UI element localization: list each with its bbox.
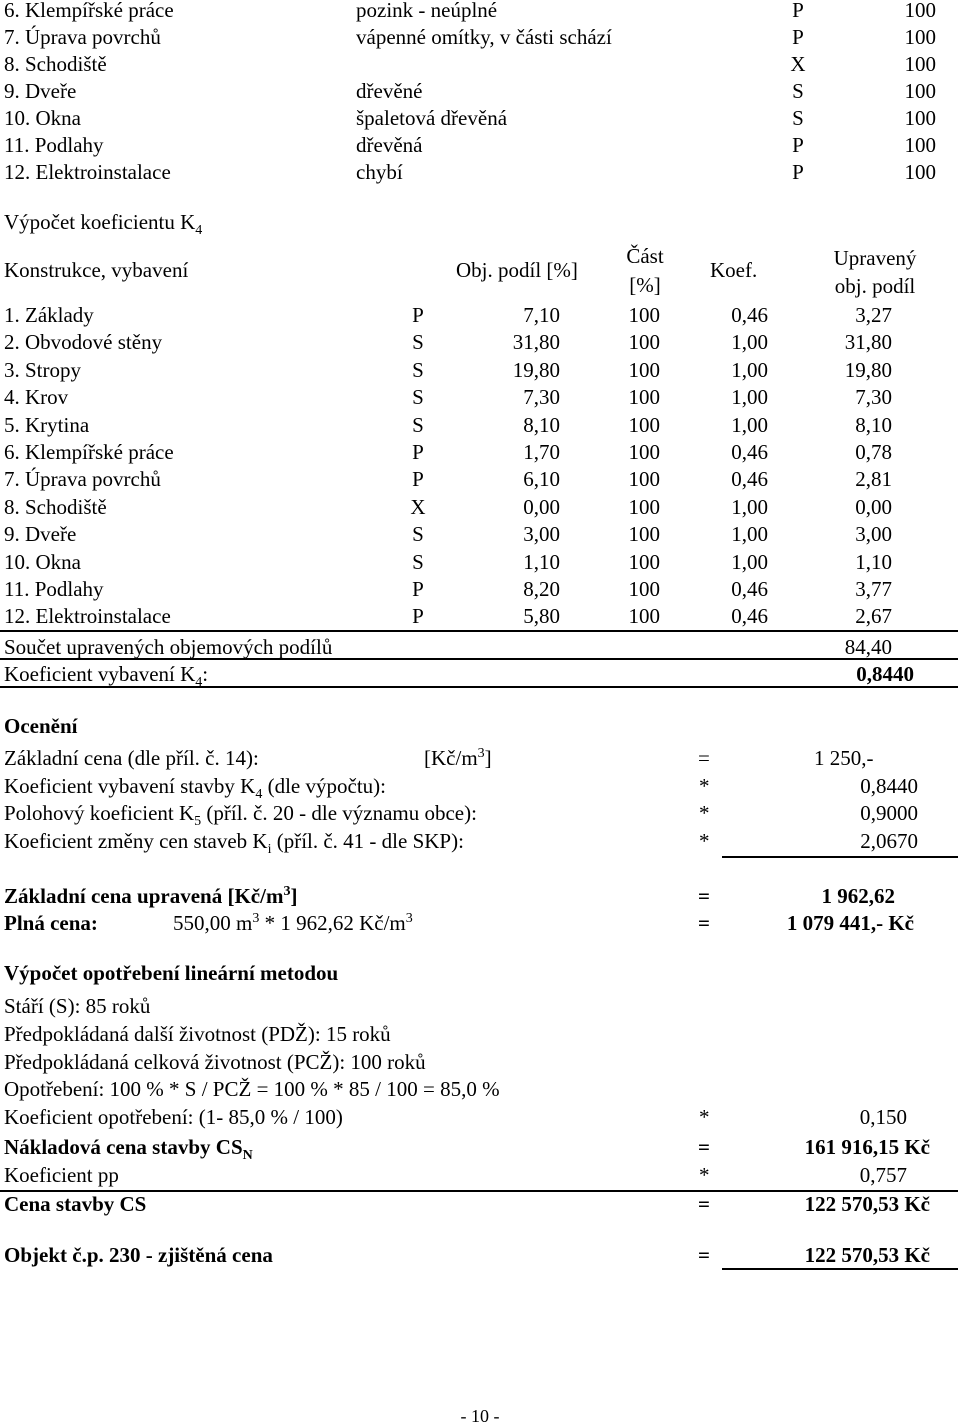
cost-price-label bbox=[4, 1135, 253, 1164]
k4-title-text: Výpočet koeficientu K bbox=[4, 210, 196, 234]
location-coefficient-operator: * bbox=[699, 801, 710, 825]
wear-coefficient-value: 0,150 bbox=[859, 1105, 907, 1129]
wear-coefficient-operator: * bbox=[699, 1105, 710, 1129]
row-share: 1,10 bbox=[523, 549, 560, 574]
component-description: dřevěné bbox=[356, 79, 423, 103]
row-part: 100 bbox=[628, 303, 660, 327]
calc-text: * 1 962,62 Kč/m bbox=[259, 911, 406, 935]
base-price-operator: = bbox=[698, 746, 710, 770]
row-code: S bbox=[412, 522, 424, 547]
row-code: P bbox=[412, 604, 424, 629]
component-code: P bbox=[792, 25, 804, 49]
equipment-coefficient-operator: * bbox=[699, 774, 710, 798]
row-code: P bbox=[412, 440, 424, 464]
result-label: Objekt č.p. 230 - zjištěná cena bbox=[4, 1243, 273, 1267]
component-code: X bbox=[790, 52, 806, 76]
row-coefficient: 1,00 bbox=[731, 494, 768, 519]
row-code: P bbox=[412, 577, 424, 601]
row-part: 100 bbox=[628, 357, 660, 382]
row-adjusted-share: 31,80 bbox=[844, 330, 892, 355]
row-coefficient: 1,00 bbox=[731, 522, 768, 547]
component-code: S bbox=[792, 79, 804, 103]
row-adjusted-share: 2,67 bbox=[855, 604, 892, 629]
result-operator: = bbox=[698, 1243, 710, 1267]
row-coefficient: 1,00 bbox=[731, 549, 768, 574]
row-adjusted-share: 8,10 bbox=[855, 412, 892, 437]
row-adjusted-share: 1,10 bbox=[855, 549, 892, 574]
header-adjusted-line1: Upravený bbox=[833, 246, 917, 270]
equipment-coefficient-label bbox=[4, 774, 386, 803]
divider-line bbox=[0, 686, 958, 688]
component-percent: 100 bbox=[904, 52, 936, 76]
full-price-label: Plná cena: bbox=[4, 911, 98, 935]
row-adjusted-share: 3,77 bbox=[855, 577, 892, 601]
row-adjusted-share: 19,80 bbox=[844, 357, 892, 382]
k4-label-colon: : bbox=[202, 662, 209, 686]
header-share: Obj. podíl [%] bbox=[456, 258, 578, 282]
wear-calculation-line: Opotřebení: 100 % * S / PCŽ = 100 % * 85 / 100 = 85,0 % bbox=[4, 1077, 500, 1101]
k4-section-title bbox=[4, 210, 203, 239]
row-adjusted-share: 0,78 bbox=[855, 440, 892, 464]
header-part-line1: Část bbox=[626, 244, 664, 268]
price-change-coefficient-value: 2,0670 bbox=[860, 829, 918, 853]
row-construction: 12. Elektroinstalace bbox=[4, 604, 171, 629]
component-code: P bbox=[792, 160, 804, 184]
total-life-line: Předpokládaná celková životnost (PCŽ): 100 roků bbox=[4, 1050, 426, 1074]
header-part-line2: [%] bbox=[629, 273, 661, 297]
label-subscript: i bbox=[267, 842, 272, 858]
row-adjusted-share: 2,81 bbox=[855, 467, 892, 492]
adjusted-base-price-operator: = bbox=[698, 884, 710, 908]
k4-coefficient-value: 0,8440 bbox=[856, 662, 914, 686]
component-description: pozink - neúplné bbox=[356, 0, 498, 22]
row-adjusted-share: 0,00 bbox=[855, 494, 892, 519]
row-construction: 2. Obvodové stěny bbox=[4, 330, 163, 355]
depreciation-title: Výpočet opotřebení lineární metodou bbox=[4, 961, 339, 985]
full-price-value: 1 079 441,- Kč bbox=[786, 911, 914, 935]
base-price-unit bbox=[424, 748, 492, 769]
component-percent: 100 bbox=[904, 133, 936, 157]
row-code: P bbox=[412, 467, 424, 492]
building-price-label: Cena stavby CS bbox=[4, 1192, 147, 1216]
row-coefficient: 1,00 bbox=[731, 357, 768, 382]
header-construction: Konstrukce, vybavení bbox=[4, 258, 189, 282]
unit-superscript: 3 bbox=[477, 746, 485, 761]
row-part: 100 bbox=[628, 604, 660, 629]
row-construction: 11. Podlahy bbox=[4, 577, 104, 601]
label-text: (příl. č. 41 - dle SKP): bbox=[271, 829, 464, 853]
component-code: S bbox=[792, 106, 804, 130]
row-share: 7,30 bbox=[523, 385, 560, 410]
row-code: S bbox=[412, 357, 424, 382]
row-adjusted-share: 3,00 bbox=[855, 522, 892, 547]
building-price-operator: = bbox=[698, 1192, 710, 1216]
component-code: P bbox=[792, 0, 804, 22]
wear-coefficient-label: Koeficient opotřebení: (1- 85,0 % / 100) bbox=[4, 1105, 343, 1129]
component-name: 11. Podlahy bbox=[4, 133, 104, 157]
page-number: - 10 - bbox=[460, 1406, 500, 1426]
row-construction: 7. Úprava povrchů bbox=[4, 467, 161, 492]
row-part: 100 bbox=[628, 549, 660, 574]
price-change-coefficient-label bbox=[4, 829, 464, 858]
row-construction: 1. Základy bbox=[4, 303, 94, 327]
component-percent: 100 bbox=[904, 79, 936, 103]
equipment-coefficient-value: 0,8440 bbox=[860, 774, 918, 798]
sum-value: 84,40 bbox=[844, 635, 892, 659]
row-part: 100 bbox=[628, 330, 660, 355]
row-coefficient: 1,00 bbox=[731, 330, 768, 355]
row-part: 100 bbox=[628, 467, 660, 492]
location-coefficient-value: 0,9000 bbox=[860, 801, 918, 825]
row-construction: 9. Dveře bbox=[4, 522, 77, 547]
k4-title-subscript: 4 bbox=[195, 223, 203, 239]
header-adjusted-line2: obj. podíl bbox=[834, 274, 916, 298]
row-share: 8,10 bbox=[523, 412, 560, 437]
row-share: 1,70 bbox=[523, 440, 560, 464]
component-code: P bbox=[792, 133, 804, 157]
label-subscript: 4 bbox=[255, 787, 263, 803]
label-subscript: N bbox=[242, 1148, 253, 1164]
row-construction: 6. Klempířské práce bbox=[4, 440, 174, 464]
base-price-value: 1 250,- bbox=[814, 746, 874, 770]
component-name: 9. Dveře bbox=[4, 79, 77, 103]
row-coefficient: 0,46 bbox=[731, 577, 768, 601]
row-construction: 5. Krytina bbox=[4, 412, 90, 437]
cost-price-operator: = bbox=[698, 1135, 710, 1159]
row-coefficient: 0,46 bbox=[731, 303, 768, 327]
header-coef: Koef. bbox=[710, 258, 758, 282]
row-construction: 4. Krov bbox=[4, 385, 69, 410]
price-change-coefficient-operator: * bbox=[699, 829, 710, 853]
component-description: dřevěná bbox=[356, 133, 423, 157]
full-price-operator: = bbox=[698, 911, 710, 935]
row-code: S bbox=[412, 549, 424, 574]
label-text: Základní cena upravená [Kč/m bbox=[4, 884, 284, 908]
component-percent: 100 bbox=[904, 106, 936, 130]
k4-coefficient-label bbox=[4, 662, 209, 691]
k4-label-text: Koeficient vybavení K bbox=[4, 662, 196, 686]
cost-price-value: 161 916,15 Kč bbox=[804, 1135, 930, 1159]
label-text: Nákladová cena stavby CS bbox=[4, 1135, 243, 1159]
component-name: 7. Úprava povrchů bbox=[4, 25, 161, 49]
component-description: vápenné omítky, v části schází bbox=[356, 25, 612, 49]
row-construction: 10. Okna bbox=[4, 549, 81, 574]
full-price-calculation bbox=[173, 913, 413, 934]
row-code: P bbox=[412, 303, 424, 327]
component-description: špaletová dřevěná bbox=[356, 106, 508, 130]
row-construction: 3. Stropy bbox=[4, 357, 82, 382]
calc-superscript: 3 bbox=[252, 911, 260, 926]
row-part: 100 bbox=[628, 385, 660, 410]
row-code: S bbox=[412, 412, 424, 437]
row-share: 8,20 bbox=[523, 577, 560, 601]
row-coefficient: 1,00 bbox=[731, 412, 768, 437]
location-coefficient-label bbox=[4, 801, 477, 830]
component-name: 10. Okna bbox=[4, 106, 81, 130]
label-text: ] bbox=[290, 884, 298, 908]
row-part: 100 bbox=[628, 577, 660, 601]
row-coefficient: 1,00 bbox=[731, 385, 768, 410]
k4-label-subscript: 4 bbox=[195, 675, 203, 691]
label-subscript: 5 bbox=[194, 814, 202, 830]
row-share: 7,10 bbox=[523, 303, 560, 327]
row-part: 100 bbox=[628, 412, 660, 437]
building-price-value: 122 570,53 Kč bbox=[804, 1192, 930, 1216]
row-share: 3,00 bbox=[523, 522, 560, 547]
row-part: 100 bbox=[628, 494, 660, 519]
age-line: Stáří (S): 85 roků bbox=[4, 994, 151, 1018]
row-construction: 8. Schodiště bbox=[4, 494, 107, 519]
component-percent: 100 bbox=[904, 25, 936, 49]
row-share: 6,10 bbox=[523, 467, 560, 492]
pp-coefficient-label: Koeficient pp bbox=[4, 1163, 119, 1187]
row-part: 100 bbox=[628, 440, 660, 464]
row-adjusted-share: 3,27 bbox=[855, 303, 892, 327]
label-text: (dle výpočtu): bbox=[262, 774, 386, 798]
component-percent: 100 bbox=[904, 0, 936, 22]
row-share: 31,80 bbox=[512, 330, 560, 355]
label-text: Polohový koeficient K bbox=[4, 801, 195, 825]
adjusted-base-price-value: 1 962,62 bbox=[821, 884, 895, 908]
sum-label: Součet upravených objemových podílů bbox=[4, 635, 333, 659]
row-code: S bbox=[412, 385, 424, 410]
pp-coefficient-value: 0,757 bbox=[859, 1163, 907, 1187]
result-value: 122 570,53 Kč bbox=[804, 1243, 930, 1267]
label-text: Koeficient vybavení stavby K bbox=[4, 774, 256, 798]
unit-bracket: ] bbox=[484, 746, 492, 770]
component-description: chybí bbox=[356, 160, 403, 184]
row-part: 100 bbox=[628, 522, 660, 547]
row-code: X bbox=[410, 494, 426, 519]
component-percent: 100 bbox=[904, 160, 936, 184]
row-share: 19,80 bbox=[512, 357, 560, 382]
valuation-title: Ocenění bbox=[4, 714, 78, 738]
remaining-life-line: Předpokládaná další životnost (PDŽ): 15 roků bbox=[4, 1022, 391, 1046]
adjusted-base-price-label bbox=[4, 886, 297, 907]
row-coefficient: 0,46 bbox=[731, 467, 768, 492]
row-coefficient: 0,46 bbox=[731, 604, 768, 629]
row-adjusted-share: 7,30 bbox=[855, 385, 892, 410]
component-name: 8. Schodiště bbox=[4, 52, 107, 76]
divider-line bbox=[0, 658, 958, 660]
row-code: S bbox=[412, 330, 424, 355]
component-name: 6. Klempířské práce bbox=[4, 0, 174, 22]
result-underline bbox=[722, 1268, 958, 1270]
row-share: 0,00 bbox=[523, 494, 560, 519]
label-text: Koeficient změny cen staveb K bbox=[4, 829, 268, 853]
row-share: 5,80 bbox=[523, 604, 560, 629]
pp-coefficient-operator: * bbox=[699, 1163, 710, 1187]
base-price-label: Základní cena (dle příl. č. 14): bbox=[4, 746, 259, 770]
label-superscript: 3 bbox=[283, 884, 291, 899]
label-text: (příl. č. 20 - dle významu obce): bbox=[201, 801, 477, 825]
unit-text: [Kč/m bbox=[424, 746, 478, 770]
sum-underline bbox=[722, 856, 958, 858]
calc-text: 550,00 m bbox=[173, 911, 253, 935]
calc-superscript: 3 bbox=[405, 911, 413, 926]
divider-line bbox=[0, 630, 958, 632]
row-coefficient: 0,46 bbox=[731, 440, 768, 464]
component-name: 12. Elektroinstalace bbox=[4, 160, 171, 184]
